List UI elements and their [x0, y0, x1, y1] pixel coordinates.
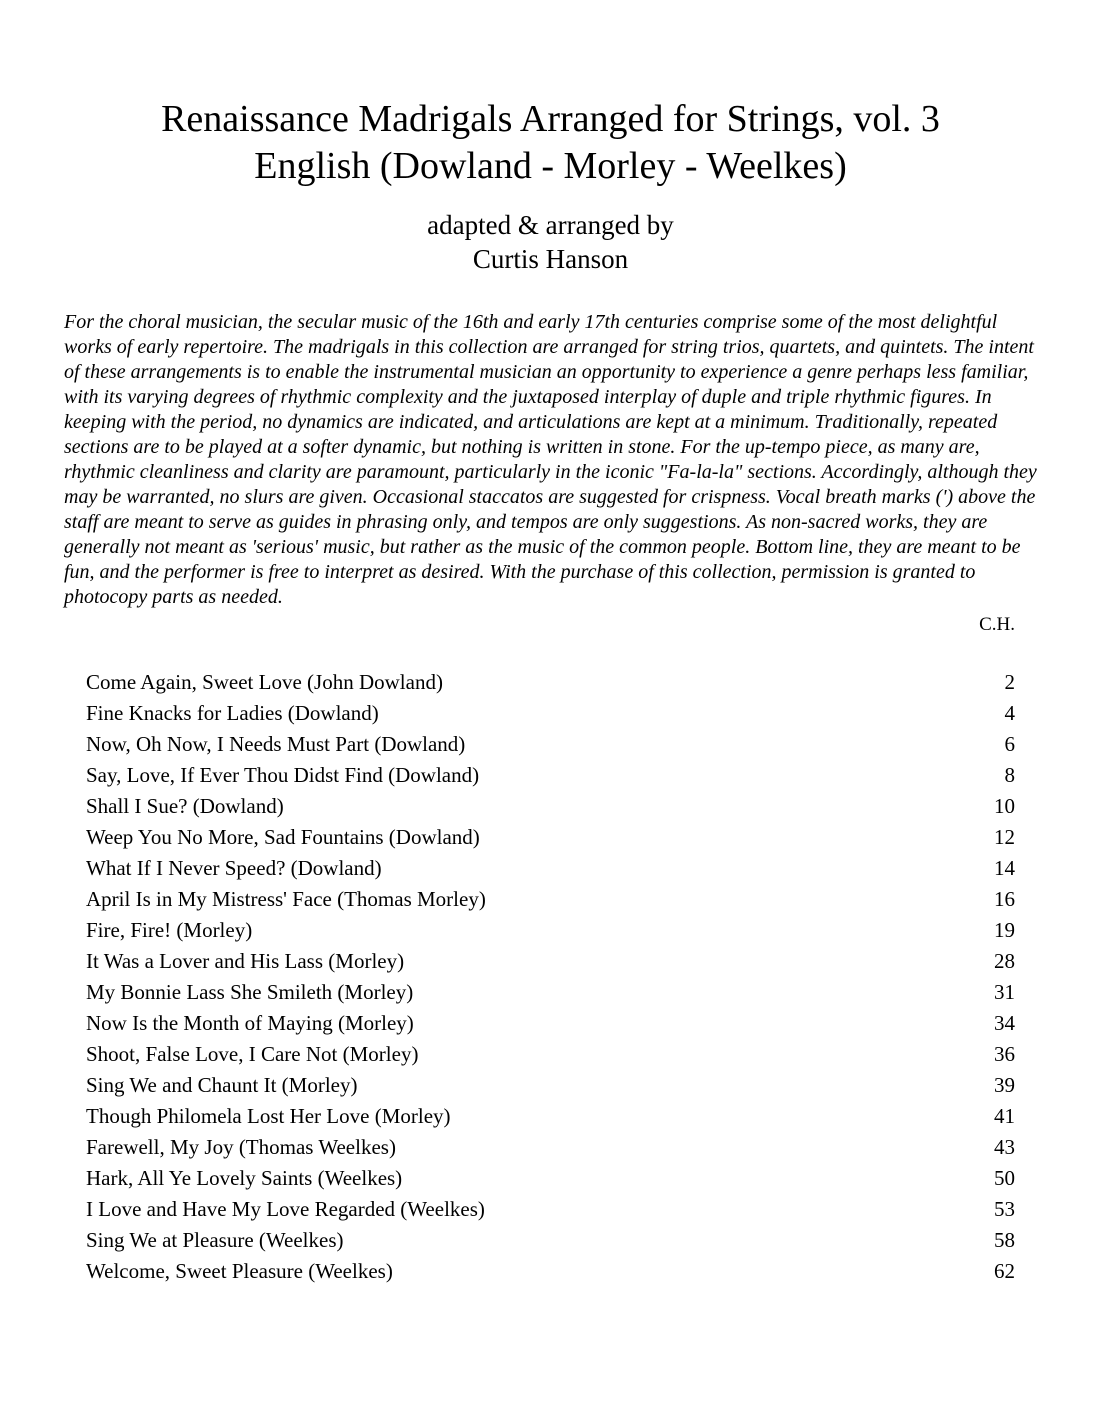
toc-row — [86, 1256, 1015, 1287]
toc-row — [86, 1163, 1015, 1194]
toc-entry-title: Fine Knacks for Ladies (Dowland) — [86, 701, 379, 725]
toc-entry-page-number: 28 — [994, 949, 1015, 973]
toc-entry-title: I Love and Have My Love Regarded (Weelkes) — [86, 1197, 485, 1221]
toc-entry-page-number: 19 — [994, 918, 1015, 942]
toc-row — [86, 915, 1015, 946]
toc-row — [86, 1225, 1015, 1256]
author-initials: C.H. — [979, 614, 1015, 635]
title-line-2: English (Dowland - Morley - Weelkes) — [254, 145, 847, 187]
toc-entry-page-number: 36 — [994, 1042, 1015, 1066]
toc-entry-page-number: 6 — [1004, 732, 1015, 756]
toc-entry-page-number: 31 — [994, 980, 1015, 1004]
title-line-1: Renaissance Madrigals Arranged for Strings, vol. 3 — [161, 98, 940, 140]
toc-entry-page-number: 39 — [994, 1073, 1015, 1097]
preface-paragraph: For the choral musician, the secular music of the 16th and early 17th centuries comprise some of the most delightful works of early repertoire. The madrigals in this collection are arranged for string trios, quartets, and quintets. The intent of these arrangements is to enable the instrumental musician an opportunity to experience a genre perhaps less familiar, with its varying degrees of rhythmic complexity and the juxtaposed interplay of duple and triple rhythmic figures. In keeping with the period, no dynamics are indicated, and articulations are kept at a minimum. Traditionally, repeated sections are to be played at a softer dynamic, but nothing is written in stone. For the up-tempo piece, as many are, rhythmic cleanliness and clarity are paramount, particularly in the iconic "Fa-la-la" sections. Accordingly, although they may be warranted, no slurs are given. Occasional staccatos are suggested for crispness. Vocal breath marks (') above the staff are meant to serve as guides in phrasing only, and tempos are only suggestions. As non-sacred works, they are generally not meant as 'serious' music, but rather as the music of the common people. Bottom line, they are meant to be fun, and the performer is free to interpret as desired. With the purchase of this collection, permission is granted to photocopy parts as needed. — [64, 311, 1037, 608]
title-block — [0, 0, 1101, 276]
toc-row — [86, 667, 1015, 698]
toc-entry-page-number: 8 — [1004, 763, 1015, 787]
toc-row — [86, 977, 1015, 1008]
toc-row — [86, 729, 1015, 760]
page-title — [0, 96, 1101, 190]
toc-entry-title: Welcome, Sweet Pleasure (Weelkes) — [86, 1259, 393, 1283]
toc-row — [86, 1008, 1015, 1039]
toc-row — [86, 791, 1015, 822]
byline-line-2: Curtis Hanson — [472, 244, 629, 274]
toc-entry-title: Shall I Sue? (Dowland) — [86, 794, 284, 818]
toc-row — [86, 1194, 1015, 1225]
toc-entry-title: It Was a Lover and His Lass (Morley) — [86, 949, 405, 973]
toc-entry-page-number: 53 — [994, 1197, 1015, 1221]
toc-entry-title: Farewell, My Joy (Thomas Weelkes) — [86, 1135, 396, 1159]
toc-entry-title: April Is in My Mistress' Face (Thomas Morley) — [86, 887, 486, 911]
toc-entry-page-number: 14 — [994, 856, 1015, 880]
toc-entry-page-number: 34 — [994, 1011, 1015, 1035]
toc-row — [86, 1101, 1015, 1132]
toc-entry-title: Come Again, Sweet Love (John Dowland) — [86, 670, 443, 694]
toc-entry-page-number: 58 — [994, 1228, 1015, 1252]
toc-row — [86, 1132, 1015, 1163]
toc-entry-title: Hark, All Ye Lovely Saints (Weelkes) — [86, 1166, 403, 1190]
toc-row — [86, 822, 1015, 853]
toc-entry-title: Say, Love, If Ever Thou Didst Find (Dowland) — [86, 763, 480, 787]
toc-entry-page-number: 43 — [994, 1135, 1015, 1159]
toc-entry-page-number: 62 — [994, 1259, 1015, 1283]
toc-entry-title: Now Is the Month of Maying (Morley) — [86, 1011, 414, 1035]
toc-entry-page-number: 4 — [1004, 701, 1015, 725]
byline-line-1: adapted & arranged by — [427, 210, 674, 240]
toc-entry-title: Sing We and Chaunt It (Morley) — [86, 1073, 358, 1097]
table-of-contents — [86, 667, 1015, 1287]
toc-entry-page-number: 16 — [994, 887, 1015, 911]
toc-entry-title: Though Philomela Lost Her Love (Morley) — [86, 1104, 451, 1128]
toc-entry-title: Weep You No More, Sad Fountains (Dowland) — [86, 825, 480, 849]
toc-entry-page-number: 12 — [994, 825, 1015, 849]
toc-entry-title: Fire, Fire! (Morley) — [86, 918, 253, 942]
toc-row — [86, 946, 1015, 977]
toc-row — [86, 1070, 1015, 1101]
toc-entry-page-number: 2 — [1004, 670, 1015, 694]
toc-row — [86, 853, 1015, 884]
toc-entry-page-number: 50 — [994, 1166, 1015, 1190]
toc-entry-title: Shoot, False Love, I Care Not (Morley) — [86, 1042, 419, 1066]
toc-row — [86, 760, 1015, 791]
toc-row — [86, 1039, 1015, 1070]
byline — [0, 208, 1101, 276]
toc-entry-page-number: 41 — [994, 1104, 1015, 1128]
toc-entry-title: Now, Oh Now, I Needs Must Part (Dowland) — [86, 732, 466, 756]
toc-entry-title: What If I Never Speed? (Dowland) — [86, 856, 382, 880]
toc-entry-title: My Bonnie Lass She Smileth (Morley) — [86, 980, 414, 1004]
toc-entry-title: Sing We at Pleasure (Weelkes) — [86, 1228, 344, 1252]
toc-row — [86, 884, 1015, 915]
toc-entry-page-number: 10 — [994, 794, 1015, 818]
toc-row — [86, 698, 1015, 729]
